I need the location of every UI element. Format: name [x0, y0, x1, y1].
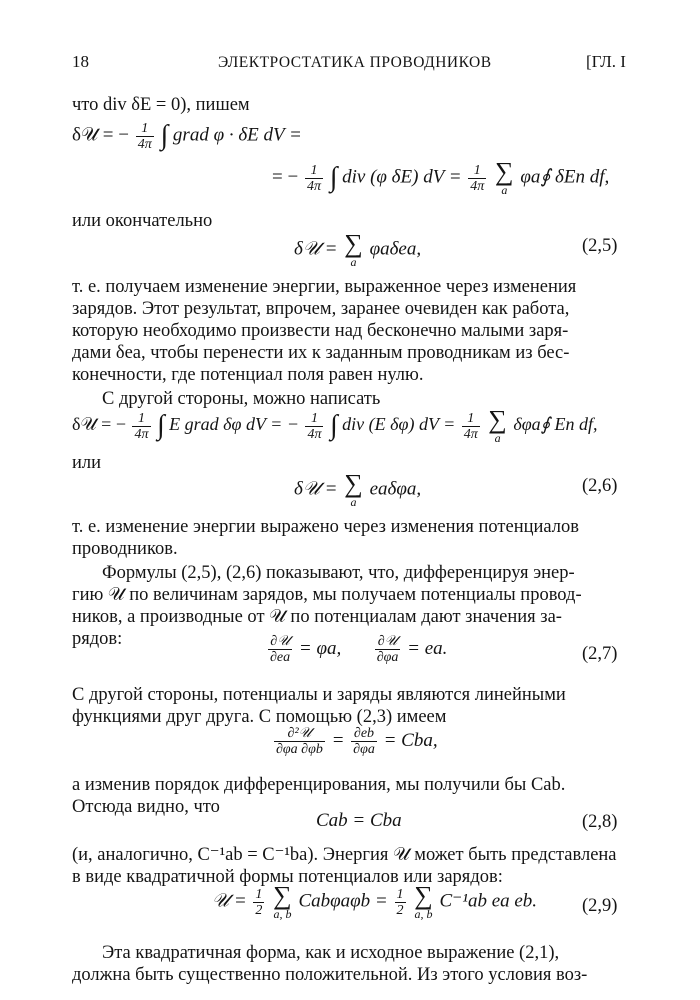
- text-line: функциями друг друга. С помощью (2,3) имеем: [72, 707, 447, 727]
- eq-part: = φa,: [298, 637, 342, 659]
- fraction: $\frac{1}{4\pi}$: [134, 410, 149, 442]
- text-line: гию 𝒰 по величинам зарядов, мы получаем потенциалы провод-: [72, 585, 582, 605]
- eq-body: φaδea,: [369, 238, 422, 260]
- text-line: дами δea, чтобы перенести их к заданным проводникам из бес-: [72, 343, 570, 363]
- text-line: С другой стороны, потенциалы и заряды являются линейными: [72, 685, 566, 705]
- fraction: $\frac{\text{∂𝒰}}{\partial ea}$: [270, 634, 291, 665]
- eq-lhs: 𝒰 =: [212, 890, 247, 912]
- integral-sign: ∫: [329, 410, 338, 441]
- equation-2-6: [294, 469, 422, 509]
- text-line: должна быть существенно положительной. Из этого условия воз-: [72, 965, 588, 985]
- fraction: $\frac{1}{2}$: [255, 886, 263, 918]
- equation-2-7: [266, 634, 447, 665]
- page-number: 18: [72, 52, 89, 71]
- eq-mid: Cabφaφb =: [298, 890, 388, 912]
- fraction: $\frac{1}{4\pi}$: [463, 410, 478, 442]
- equation-number: (2,7): [582, 644, 618, 664]
- eq-mid2: div (E δφ) dV =: [342, 414, 456, 435]
- eq-end: δφa∮ En df,: [513, 414, 598, 435]
- text-line: Отсюда видно, что: [72, 797, 220, 817]
- eq-mid: E grad δφ dV = −: [169, 414, 299, 435]
- text-line: проводников.: [72, 539, 178, 559]
- running-title: ЭЛЕКТРОСТАТИКА ПРОВОДНИКОВ: [218, 54, 492, 71]
- fraction: $\frac{1}{4\pi}$: [137, 120, 152, 152]
- equation-energy-variation-3: [72, 405, 598, 445]
- eq-lhs: δ𝒰 = −: [72, 124, 129, 146]
- eq-end: φa∮ δEn df,: [520, 166, 610, 188]
- eq-mid: div (φ δE) dV =: [342, 166, 462, 188]
- text-line: или окончательно: [72, 211, 213, 231]
- text-line: ников, а производные от 𝒰 по потенциалам дают значения за-: [72, 607, 562, 627]
- sum-sign: ∑ a: [344, 469, 363, 509]
- equation-number: (2,9): [582, 896, 618, 916]
- equation-energy-variation-1: [72, 120, 302, 152]
- eq-lhs: = −: [272, 166, 299, 188]
- text-line: а изменив порядок дифференцирования, мы получили бы Cab.: [72, 775, 566, 795]
- text-line: или: [72, 453, 102, 473]
- sum-sign: ∑ a: [344, 229, 363, 269]
- equation-number: (2,6): [582, 476, 618, 496]
- sum-sign: ∑ a, b: [414, 881, 433, 921]
- eq-body: eaδφa,: [369, 478, 422, 500]
- text-line: Формулы (2,5), (2,6) показывают, что, дифференцируя энер-: [102, 563, 575, 583]
- eq-end: C⁻¹ab ea eb.: [439, 890, 538, 912]
- equation-number: (2,8): [582, 812, 618, 832]
- sum-sign: ∑ a: [488, 405, 507, 445]
- fraction: $\frac{\text{∂²𝒰}}{\partial\varphi a \partial\varphi b}$: [276, 726, 323, 757]
- sum-sign: ∑ a, b: [273, 881, 292, 921]
- text-line: С другой стороны, можно написать: [102, 389, 381, 409]
- equation-2-8: Cab = Cba: [316, 810, 402, 831]
- fraction: $\frac{1}{4\pi}$: [306, 162, 321, 194]
- text-line: Эта квадратичная форма, как и исходное выражение (2,1),: [102, 943, 560, 963]
- eq-lhs: δ𝒰 =: [294, 478, 338, 500]
- text-line: конечности, где потенциал поля равен нулю.: [72, 365, 424, 385]
- eq-part: =: [331, 729, 345, 751]
- fraction: $\frac{1}{4\pi}$: [307, 410, 322, 442]
- equation-2-9: [212, 881, 538, 921]
- text-line: (и, аналогично, C⁻¹ab = C⁻¹ba). Энергия 𝒰 может быть представлена: [72, 845, 617, 865]
- eq-lhs: δ𝒰 = −: [72, 414, 126, 435]
- fraction: $\frac{\partial eb}{\partial\varphi a}$: [353, 726, 375, 757]
- text-line: что div δE = 0), пишем: [72, 95, 250, 115]
- integral-sign: ∫: [160, 120, 169, 151]
- text-line: зарядов. Этот результат, впрочем, заранее очевиден как работа,: [72, 299, 570, 319]
- integral-sign: ∫: [329, 162, 338, 193]
- fraction: $\frac{\text{∂𝒰}}{\partial\varphi a}$: [376, 634, 399, 665]
- chapter-label: [ГЛ. I: [586, 52, 626, 71]
- fraction: $\frac{1}{4\pi}$: [470, 162, 485, 194]
- sum-sign: ∑ a: [495, 157, 514, 197]
- fraction: $\frac{1}{2}$: [396, 886, 404, 918]
- text-line: т. е. изменение энергии выражено через изменения потенциалов: [72, 517, 580, 537]
- equation-number: (2,5): [582, 236, 618, 256]
- equation-energy-variation-2: [272, 157, 610, 197]
- integral-sign: ∫: [157, 410, 165, 441]
- eq-body: grad φ · δE dV =: [172, 124, 302, 146]
- eq-part: = ea.: [407, 637, 448, 659]
- equation-second-derivative: [272, 726, 438, 757]
- text-line: в виде квадратичной формы потенциалов или зарядов:: [72, 867, 503, 887]
- eq-part: = Cba,: [383, 729, 438, 751]
- eq-lhs: δ𝒰 =: [294, 238, 338, 260]
- equation-2-5: [294, 229, 422, 269]
- text-line: т. е. получаем изменение энергии, выраженное через изменения: [72, 277, 577, 297]
- text-line: рядов:: [72, 629, 123, 649]
- text-line: которую необходимо произвести над бесконечно малыми заря-: [72, 321, 569, 341]
